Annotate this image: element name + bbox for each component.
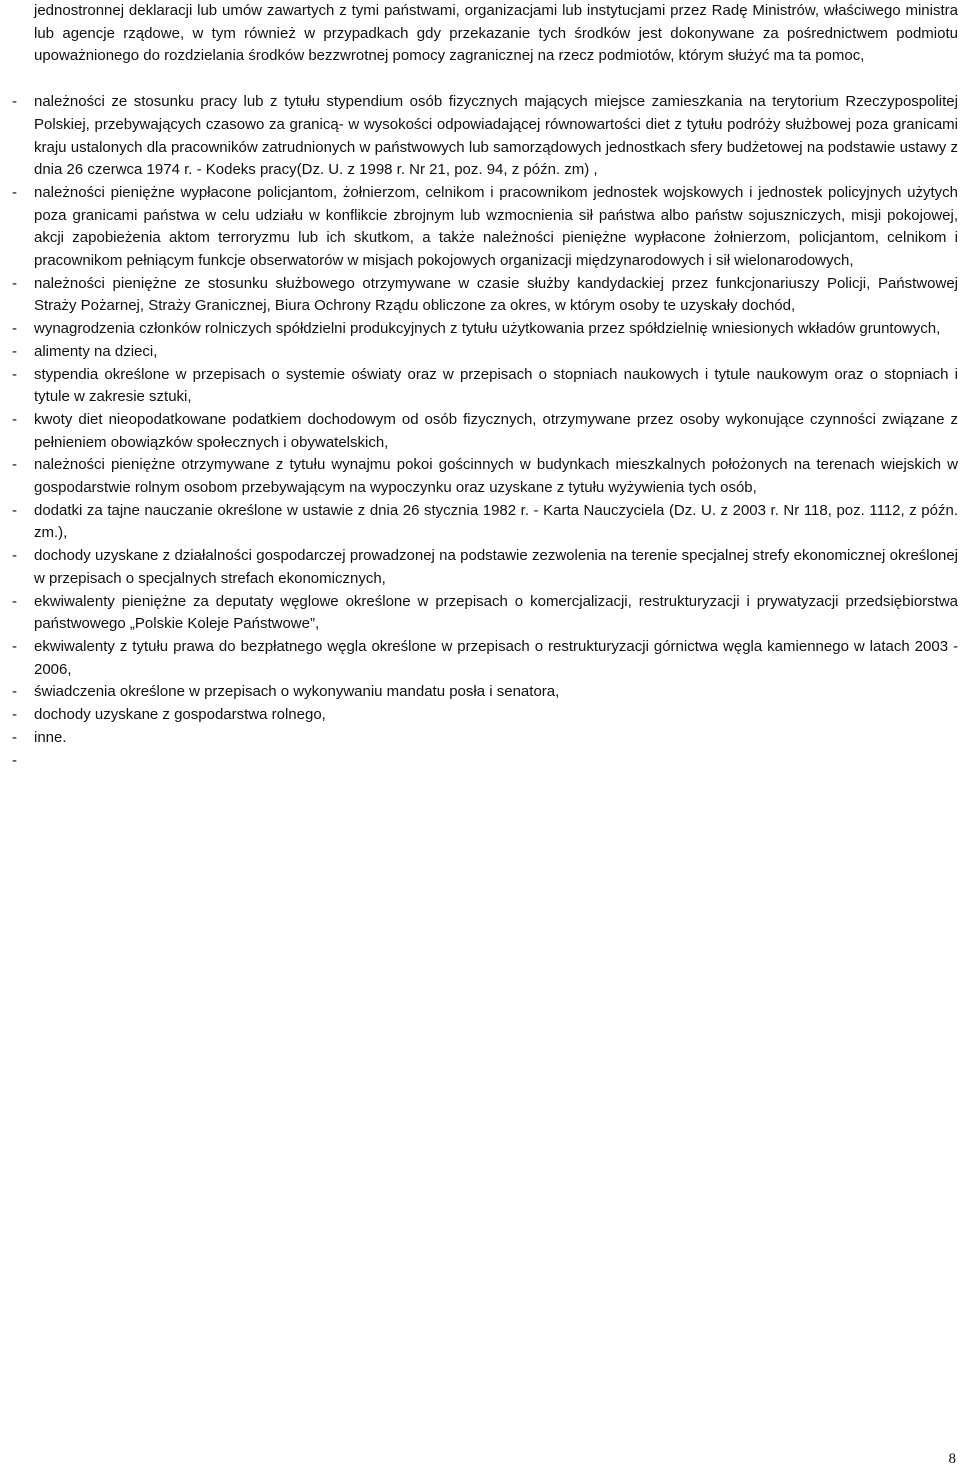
list-dash: - (12, 592, 17, 610)
list-item (12, 318, 958, 341)
list-dash: - (12, 637, 17, 655)
list-item-text: należności pieniężne ze stosunku służbowego otrzymywane w czasie służby kandydackiej przez funkcjonariuszy Policji, Państwowej Straży Pożarnej, Straży Granicznej, Biura Ochrony Rządu obliczone za okres, w którym osoby te uzyskały dochód, (34, 274, 958, 315)
list-dash: - (12, 728, 17, 746)
list-item-text: dodatki za tajne nauczanie określone w ustawie z dnia 26 stycznia 1982 r. - Karta Nauczyciela (Dz. U. z 2003 r. Nr 118, poz. 1112, z późn. zm.), (34, 501, 958, 542)
list-item-text: ekwiwalenty pieniężne za deputaty węglowe określone w przepisach o komercjalizacji, restrukturyzacji i prywatyzacji przedsiębiorstwa państwowego „Polskie Koleje Państwowe”, (34, 592, 958, 633)
list-dash: - (12, 501, 17, 519)
list-item-text: alimenty na dzieci, (34, 342, 158, 360)
page-content (12, 0, 958, 769)
list-item-text: inne. (34, 728, 67, 746)
list-item-text: ekwiwalenty z tytułu prawa do bezpłatnego węgla określone w przepisach o restrukturyzacji górnictwa węgla kamiennego w latach 2003 - 2006, (34, 637, 958, 678)
list-item (12, 273, 958, 318)
list-item-text: dochody uzyskane z działalności gospodarczej prowadzonej na podstawie zezwolenia na terenie specjalnej strefy ekonomicznej określonej w przepisach o specjalnych strefach ekonomicznych, (34, 547, 958, 587)
income-list (12, 91, 958, 769)
list-item (12, 545, 958, 590)
list-dash: - (12, 365, 17, 383)
list-item-text: świadczenia określone w przepisach o wykonywaniu mandatu posła i senatora, (34, 683, 560, 701)
list-item-text: kwoty diet nieopodatkowane podatkiem dochodowym od osób fizycznych, otrzymywane przez osoby wykonujące czynności związane z pełnieniem obowiązków społecznych i obywatelskich, (34, 410, 958, 451)
list-item-text: wynagrodzenia członków rolniczych spółdzielni produkcyjnych z tytułu użytkowania przez spółdzielnię wniesionych wkładów gruntowych, (34, 320, 941, 338)
list-item (12, 500, 958, 545)
list-dash: - (12, 320, 17, 338)
list-dash: - (12, 683, 17, 701)
list-item (12, 364, 958, 409)
list-dash: - (12, 547, 17, 565)
list-item (12, 182, 958, 273)
list-dash: - (12, 342, 17, 360)
list-dash: - (12, 410, 17, 428)
list-dash: - (12, 274, 17, 292)
page-number: 8 (948, 1451, 956, 1467)
list-dash: - (12, 456, 17, 474)
list-item (12, 727, 958, 750)
list-item (12, 454, 958, 499)
list-dash: - (12, 706, 17, 724)
list-item (12, 681, 958, 704)
list-item (12, 636, 958, 681)
list-item (12, 341, 958, 364)
list-item (12, 409, 958, 454)
list-dash: - (12, 93, 17, 111)
list-item (12, 91, 958, 182)
list-dash: - (12, 751, 17, 769)
list-dash: - (12, 183, 17, 201)
list-item (12, 591, 958, 636)
list-item-text: dochody uzyskane z gospodarstwa rolnego, (34, 706, 326, 724)
intro-paragraph: jednostronnej deklaracji lub umów zawartych z tymi państwami, organizacjami lub instytucjami przez Radę Ministrów, właściwego ministra lub agencje rządowe, w tym również w przypadkach gdy przekazanie tych środków jest dokonywane za pośrednictwem podmiotu upoważnionego do rozdzielania środków bezzwrotnej pomocy zagranicznej na rzecz podmiotów, którym służyć ma ta pomoc, (34, 2, 958, 65)
list-item-text: należności pieniężne otrzymywane z tytułu wynajmu pokoi gościnnych w budynkach mieszkalnych położonych na terenach wiejskich w gospodarstwie rolnym osobom przebywającym na wypoczynku oraz uzyskane z tytułu wyżywienia tych osób, (34, 456, 958, 497)
list-item-text: należności ze stosunku pracy lub z tytułu stypendium osób fizycznych mających miejsce zamieszkania na terytorium Rzeczypospolitej Polskiej, przebywających czasowo za granicą- w wysokości odpowiadającej równowartości diet z tytułu podróży służbowej poza granicami kraju ustalonych dla pracowników zatrudnionych w państwowych lub samorządowych jednostkach sfery budżetowej na podstawie ustawy z dnia 26 czerwca 1974 r. - Kodeks pracy(Dz. U. z 1998 r. Nr 21, poz. 94, z późn. zm) , (34, 93, 958, 179)
list-item-text: stypendia określone w przepisach o systemie oświaty oraz w przepisach o stopniach naukowych i tytule naukowym oraz o stopniach i tytule w zakresie sztuki, (34, 365, 958, 406)
list-item-text: należności pieniężne wypłacone policjantom, żołnierzom, celnikom i pracownikom jednostek wojskowych i jednostek policyjnych użytych poza granicami państwa w celu udziału w konflikcie zbrojnym lub wzmocnienia sił państwa albo państw sojuszniczych, misji pokojowej, akcji zapobieżenia aktom terroryzmu lub ich skutkom, a także należności pieniężne wypłacone żołnierzom, policjantom, celnikom i pracownikom pełniącym funkcje obserwatorów w misjach pokojowych organizacji międzynarodowych i sił wielonarodowych, (34, 183, 958, 270)
list-item (12, 704, 958, 727)
